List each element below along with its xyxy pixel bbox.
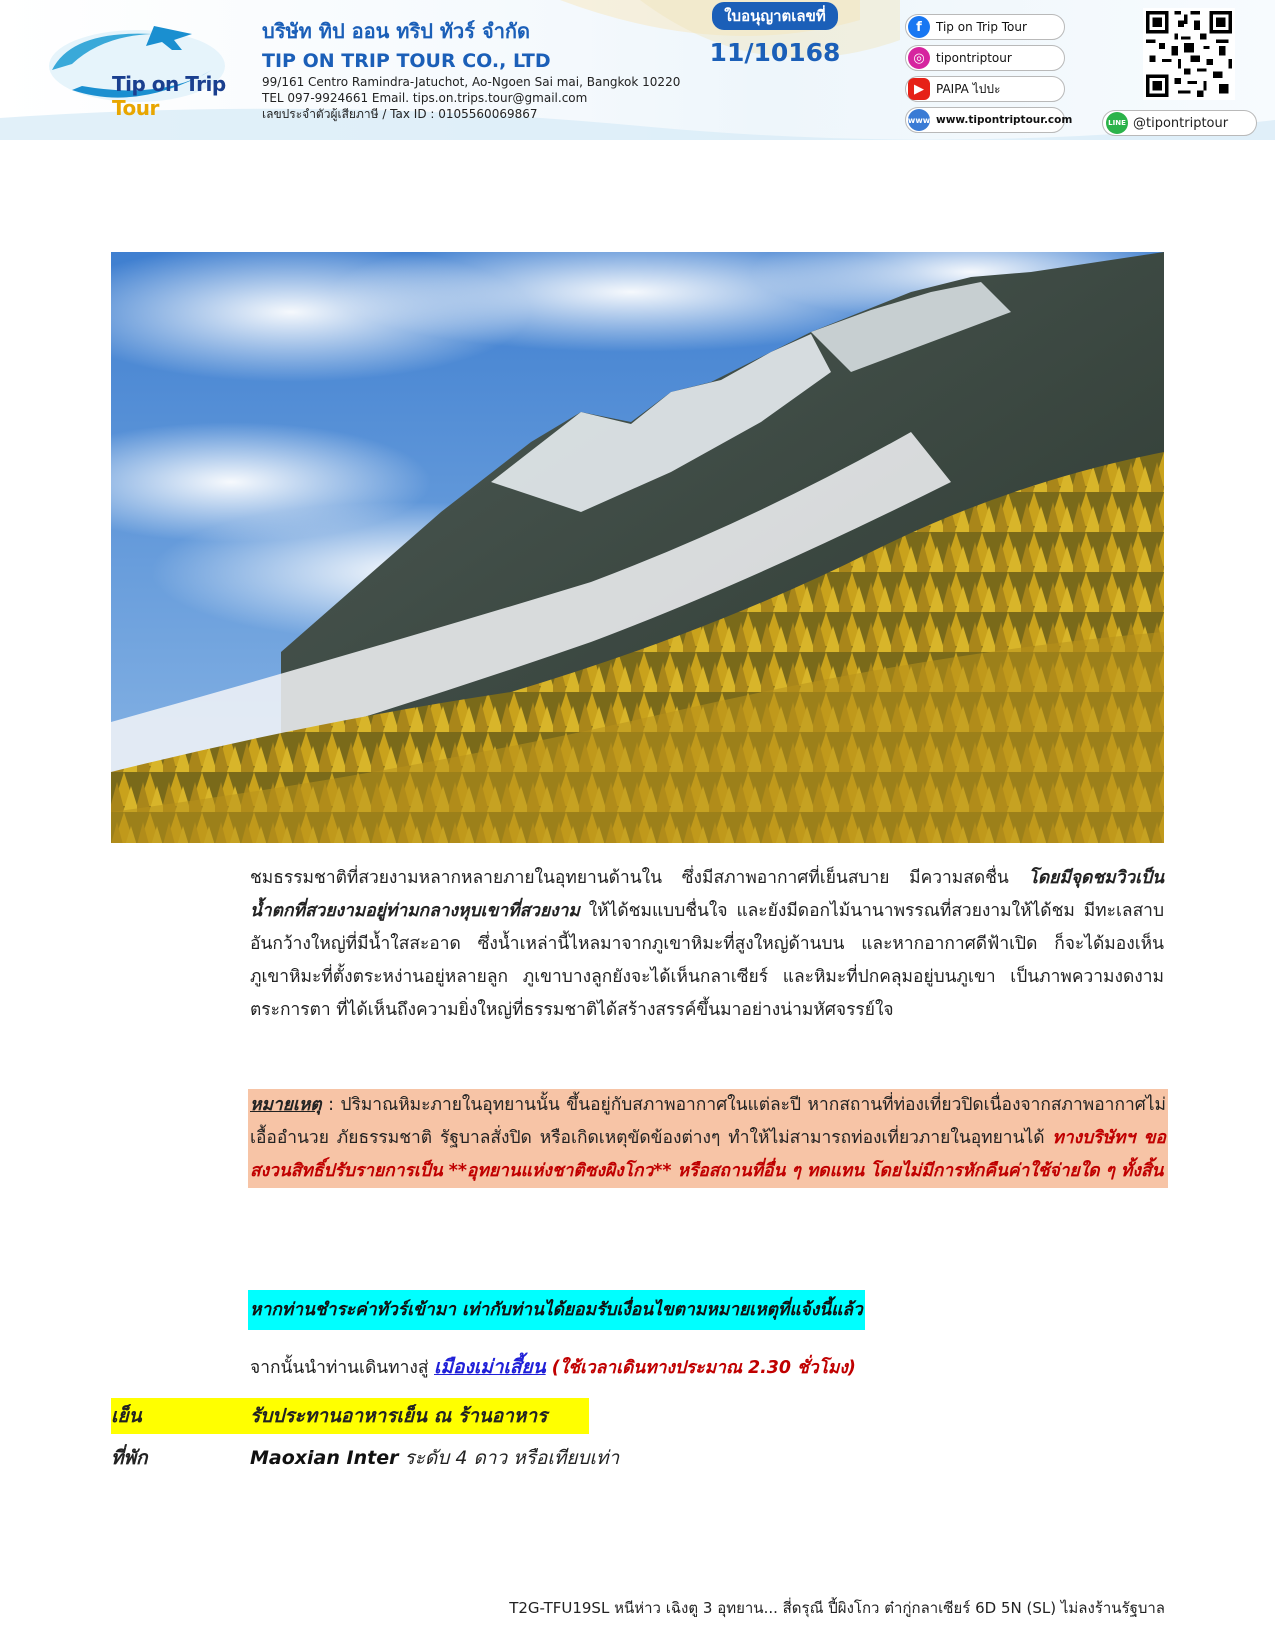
description-text-intro: ชมธรรมชาติที่สวยงามหลากหลายภายในอุทยานด้านใน ซึ่งมีสภาพอากาศที่เย็นสบาย มีความสดชื่น xyxy=(250,868,1029,888)
logo-word-on-trip: on Trip xyxy=(151,72,226,96)
travel-prefix: จากนั้นนำท่านเดินทางสู่ xyxy=(250,1358,435,1378)
description-text-rest: ให้ได้ชมแบบชื่นใจ และยังมีดอกไม้นานาพรรณที่สวยงามให้ได้ชม มีทะเลสาบอันกว้างใหญ่ที่มีน้ำใสสะอาด ซึ่งน้ำเหล่านี้ไหลมาจากภูเขาหิมะที่สูงใหญ่ด้านบน และหากอากาศดีฟ้าเปิด ก็จะได้มองเห็นภูเขาหิมะที่ตั้งตระหง่านอยู่หลายลูก ภูเขาบางลูกยังจะได้เห็นกลาเซียร์ และหิมะที่ปกคลุมอยู่บนภูเขา เป็นภาพความงดงามตระการตา ที่ได้เห็นถึงความยิ่งใหญ่ที่ธรรมชาติได้สร้างสรรค์ขึ้นมาอย่างน่ามหัศจรรย์ใจ xyxy=(250,901,1164,1020)
social-youtube-label: PAIPA ไปปะ xyxy=(936,81,1001,96)
travel-line xyxy=(250,1350,856,1385)
remark-colon: : xyxy=(321,1095,341,1115)
line-app-icon: LINE xyxy=(1106,112,1128,134)
accommodation-label: ที่พัก xyxy=(111,1447,148,1469)
travel-destination: เมืองเม่าเสี้ยน xyxy=(434,1356,546,1378)
instagram-icon: ◎ xyxy=(908,47,930,69)
remark-text: ปริมาณหิมะภายในอุทยานนั้น ขึ้นอยู่กับสภาพอากาศในแต่ละปี หากสถานที่ท่องเที่ยวปิดเนื่องจากสภาพอากาศไม่เอื้ออำนวย ภัยธรรมชาติ รัฐบาลสั่งปิด หรือเกิดเหตุขัดข้องต่างๆ ทำให้ไม่สามารถท่องเที่ยวภายในอุทยานได้ xyxy=(250,1095,1166,1148)
dinner-row xyxy=(111,1398,589,1434)
accommodation-value xyxy=(250,1440,619,1476)
logo-wordmark xyxy=(112,72,232,120)
web-icon: www xyxy=(908,109,930,131)
facebook-icon: f xyxy=(908,16,930,38)
logo-word-tip: Tip xyxy=(112,72,152,96)
company-logo xyxy=(42,20,232,120)
remark-policy-text: ทางบริษัทฯ ขอสงวนสิทธิ์ปรับรายการเป็น **อุทยานแห่งชาติซงผิงโกว** หรือสถานที่อื่น ๆ ทดแทน โดยไม่มีการหักคืนค่าใช้จ่ายใด ๆ ทั้งสิ้น xyxy=(250,1128,1166,1181)
company-contact: TEL 097-9924661 Email. tips.on.trips.tour@gmail.com xyxy=(262,91,588,105)
line-id-link[interactable] xyxy=(1102,110,1257,136)
license-box xyxy=(700,2,850,67)
letterhead xyxy=(0,0,1275,140)
social-website-label: www.tipontriptour.com xyxy=(936,114,1073,126)
social-instagram-link[interactable] xyxy=(905,45,1065,71)
hotel-rating: ระดับ 4 ดาว หรือเทียบเท่า xyxy=(398,1447,620,1469)
dinner-text: รับประทานอาหารเย็น ณ ร้านอาหาร xyxy=(250,1405,548,1427)
remark-label: หมายเหตุ xyxy=(250,1095,322,1115)
company-tax-id: เลขประจำตัวผู้เสียภาษี / Tax ID : 0105560069867 xyxy=(262,107,538,121)
social-facebook-label: Tip on Trip Tour xyxy=(936,20,1027,34)
license-label: ใบอนุญาตเลขที่ xyxy=(712,2,838,30)
social-website-link[interactable] xyxy=(905,107,1073,133)
company-address: 99/161 Centro Ramindra-Jatuchot, Ao-Ngoen Sai mai, Bangkok 10220 xyxy=(262,75,681,89)
mountain-photo xyxy=(111,252,1164,843)
line-id-label: @tipontriptour xyxy=(1133,115,1229,131)
hotel-name: Maoxian Inter xyxy=(250,1447,399,1469)
company-name-thai: บริษัท ทิป ออน ทริป ทัวร์ จำกัด xyxy=(262,19,531,43)
company-name-english: TIP ON TRIP TOUR CO., LTD xyxy=(262,50,551,72)
social-instagram-label: tipontriptour xyxy=(936,51,1012,65)
description-paragraph xyxy=(250,862,1164,1027)
description-highlight: โดยมีจุดชมวิวเป็นน้ำตกที่สวยงามอยู่ท่ามกลางหุบเขาที่สวยงาม xyxy=(250,868,1164,921)
tour-code-footer: T2G-TFU19SL หนีห่าว เฉิงตู 3 อุทยาน... สี่ดรุณี ปี้ผิงโกว ต๋ากู่กลาเซียร์ 6D 5N (SL) ไม่ลงร้านรัฐบาล xyxy=(509,1599,1165,1617)
social-facebook-link[interactable] xyxy=(905,14,1065,40)
license-number: 11/10168 xyxy=(709,38,841,67)
acceptance-notice: หากท่านชำระค่าทัวร์เข้ามา เท่ากับท่านได้ยอมรับเงื่อนไขตามหมายเหตุที่แจ้งนี้แล้ว xyxy=(248,1290,865,1330)
remark-block xyxy=(248,1089,1168,1188)
youtube-icon: ▶ xyxy=(908,78,930,100)
travel-duration: (ใช้เวลาเดินทางประมาณ 2.30 ชั่วโมง) xyxy=(545,1358,856,1378)
qr-code-icon[interactable] xyxy=(1143,8,1235,100)
social-links xyxy=(905,14,1073,138)
dinner-label: เย็น xyxy=(111,1405,142,1427)
logo-word-tour: Tour xyxy=(112,96,159,120)
attraction-description xyxy=(250,862,1164,1027)
social-youtube-link[interactable] xyxy=(905,76,1065,102)
company-info xyxy=(262,18,680,122)
